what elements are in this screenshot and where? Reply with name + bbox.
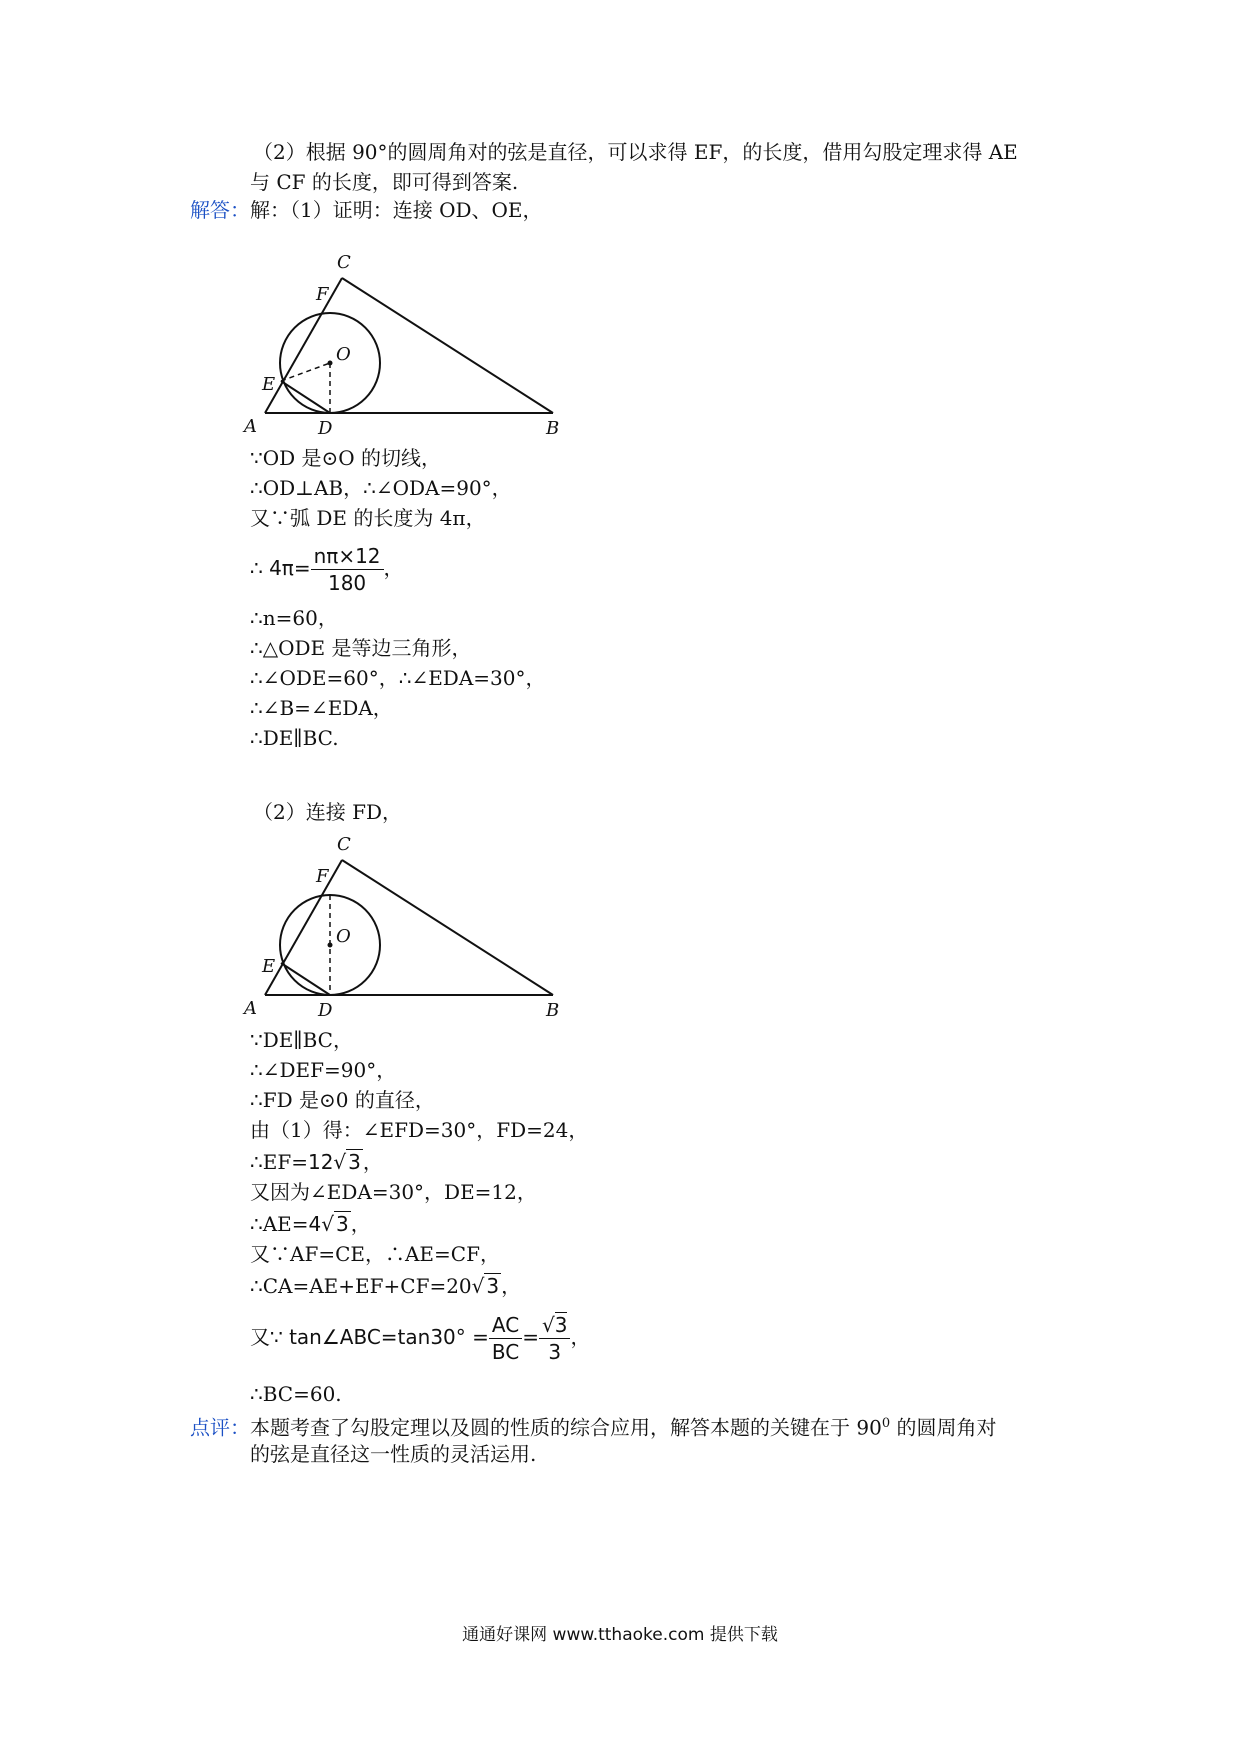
part1-line-8: ∴∠B=∠EDA， — [250, 696, 393, 720]
part2-line-10 — [250, 1312, 590, 1365]
segment-ed — [281, 963, 330, 995]
sqrt-ae: √ 3 — [321, 1212, 349, 1236]
fraction-sqrt3-radicand: 3 — [554, 1313, 568, 1337]
part2-line-11: ∴BC=60. — [250, 1382, 342, 1406]
part1-line-5: ∴n=60， — [250, 606, 338, 630]
part1-line-9: ∴DE∥BC. — [250, 726, 339, 750]
part2-line-8: 又∵AF=CE，∴AE=CF， — [250, 1242, 500, 1266]
fraction-sqrt3-over-3 — [539, 1312, 570, 1365]
part1-l4-prefix: ∴ 4π= — [250, 556, 311, 580]
answer-intro: 解：（1）证明：连接 OD、OE， — [250, 198, 543, 222]
sqrt-ef-radicand: 3 — [348, 1150, 361, 1174]
page-footer: 通通好课网 www.tthaoke.com 提供下载 — [462, 1625, 778, 1645]
label-a: A — [244, 416, 257, 437]
segment-ac — [265, 860, 342, 995]
label-c: C — [337, 252, 351, 273]
part1-line-2: ∴OD⊥AB，∴∠ODA=90°， — [250, 476, 512, 500]
analysis-line-1: （2）根据 90°的圆周角对的弦是直径，可以求得 EF，的长度，借用勾股定理求得 AE — [253, 140, 1018, 164]
label-c: C — [337, 834, 351, 855]
geometry-figure-1 — [240, 250, 580, 440]
fraction-ac-bc — [489, 1312, 522, 1365]
part2-line-3: ∴FD 是⊙0 的直径， — [250, 1088, 435, 1112]
part2-line-7 — [250, 1210, 371, 1238]
sqrt-ca-radicand: 3 — [486, 1274, 500, 1298]
label-f: F — [316, 284, 329, 305]
fraction-three: 3 — [548, 1340, 562, 1364]
fraction-bc: BC — [491, 1340, 520, 1364]
part1-line-1: ∵OD 是⊙O 的切线， — [250, 446, 442, 470]
part2-l10-prefix: 又∵ tan∠ABC=tan30° = — [250, 1325, 489, 1349]
part1-line-6: ∴△ODE 是等边三角形， — [250, 636, 472, 660]
fraction-arc-length — [311, 543, 384, 596]
label-b: B — [546, 1000, 560, 1021]
fraction-sqrt3: √3 — [539, 1312, 570, 1339]
comment-label: 点评： — [190, 1415, 250, 1440]
comment-line-1-a: 本题考查了勾股定理以及圆的性质的综合应用，解答本题的关键在于 90 — [250, 1415, 882, 1440]
fraction-denominator: 180 — [327, 571, 367, 595]
comment-line-2: 的弦是直径这一性质的灵活运用. — [250, 1442, 537, 1466]
part2-line-5 — [250, 1148, 383, 1176]
part2-line-9 — [250, 1272, 521, 1300]
part2-l7-coef: 4 — [308, 1212, 322, 1236]
part1-line-3: 又∵弧 DE 的长度为 4π， — [250, 506, 486, 530]
center-point-o — [328, 361, 333, 366]
fraction-ac: AC — [489, 1312, 522, 1339]
sqrt-ae-radicand: 3 — [336, 1212, 349, 1236]
label-d: D — [318, 418, 333, 439]
sqrt-ca: √ 3 — [471, 1274, 500, 1298]
label-f: F — [316, 866, 329, 887]
answer-heading — [190, 196, 543, 224]
label-o: O — [336, 344, 351, 365]
part2-l5-coef: 12 — [307, 1150, 334, 1174]
part2-intro: （2）连接 FD， — [253, 800, 402, 824]
part1-l4-suffix: ， — [383, 556, 404, 580]
part2-l10-suffix: ， — [570, 1325, 591, 1349]
part1-line-4 — [250, 543, 404, 596]
label-e: E — [262, 374, 276, 395]
analysis-line-2: 与 CF 的长度，即可得到答案. — [250, 170, 519, 194]
part2-line-1: ∵DE∥BC， — [250, 1028, 353, 1052]
sqrt-ef: √ 3 — [333, 1150, 361, 1174]
segment-cb — [342, 278, 553, 413]
geometry-figure-2 — [240, 832, 580, 1022]
label-a: A — [244, 998, 257, 1019]
answer-label: 解答： — [190, 198, 250, 222]
part1-line-7: ∴∠ODE=60°，∴∠EDA=30°， — [250, 666, 546, 690]
part2-line-4: 由（1）得：∠EFD=30°，FD=24， — [250, 1118, 589, 1142]
comment-superscript: 0 — [881, 1416, 891, 1431]
part2-l5-prefix: ∴EF= — [250, 1150, 308, 1174]
label-d: D — [318, 1000, 333, 1021]
segment-cb — [342, 860, 553, 995]
part2-line-6: 又因为∠EDA=30°，DE=12， — [250, 1180, 537, 1204]
part2-l5-suffix: ， — [362, 1150, 383, 1174]
comment-line-1 — [190, 1410, 996, 1442]
label-b: B — [546, 418, 560, 439]
fraction-numerator: nπ×12 — [311, 543, 384, 570]
segment-ed — [281, 381, 330, 413]
label-e: E — [262, 956, 276, 977]
center-point-o — [328, 943, 333, 948]
part2-l9-suffix: ， — [501, 1274, 522, 1298]
part2-line-2: ∴∠DEF=90°， — [250, 1058, 397, 1082]
part2-l9-prefix: ∴CA=AE+EF+CF=20 — [250, 1274, 472, 1298]
part2-l7-suffix: ， — [350, 1212, 371, 1236]
comment-line-1-b: 的圆周角对 — [890, 1415, 997, 1440]
label-o: O — [336, 926, 351, 947]
equals-sign: = — [522, 1325, 539, 1349]
part2-l7-prefix: ∴AE= — [250, 1212, 309, 1236]
